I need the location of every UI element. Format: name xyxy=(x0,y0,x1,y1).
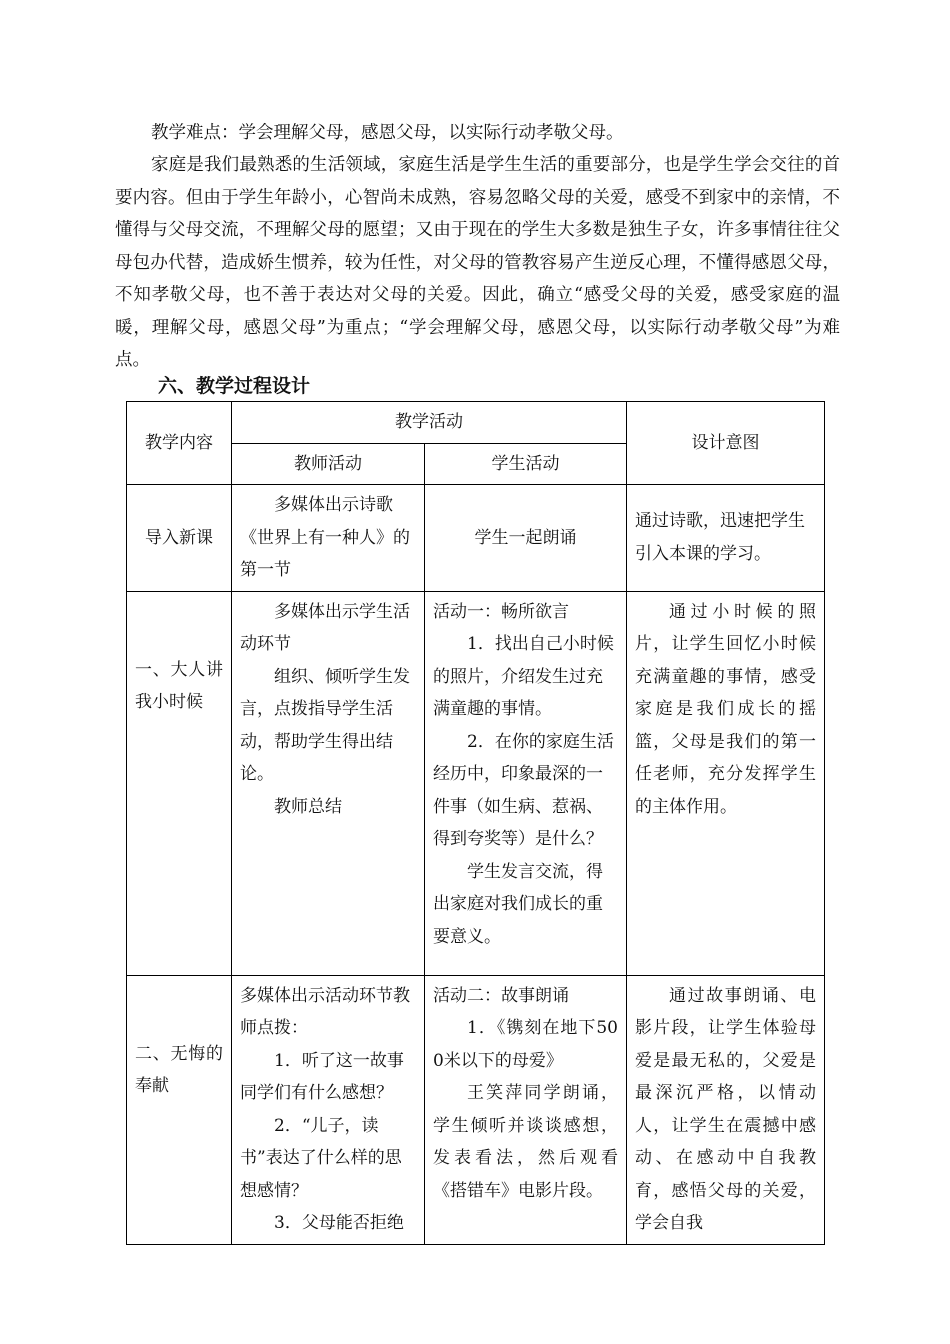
header-student: 学生活动 xyxy=(425,443,627,485)
row-teacher-cell xyxy=(232,975,425,1244)
intent-line: 通过小时候的照片，让学生回忆小时候充满童趣的事情，感受家庭是我们成长的摇篮，父母是我们的第一任老师，充分发挥学生的主体作用。 xyxy=(635,601,816,817)
intent-line: 通过诗歌，迅速把学生引入本课的学习。 xyxy=(635,511,805,564)
table-row-devotion xyxy=(127,975,825,1244)
row-intent-cell xyxy=(627,591,825,975)
row-teacher-cell xyxy=(232,485,425,592)
table-row-intro xyxy=(127,485,825,592)
row-content-cell: 一、大人讲我小时候 xyxy=(127,591,232,975)
teacher-line: 3．父母能否拒绝 xyxy=(274,1213,404,1233)
header-activities: 教学活动 xyxy=(232,402,627,444)
teacher-line: 2．“儿子，读书”表达了什么样的思想感情？ xyxy=(240,1115,402,1201)
teacher-line: 组织、倾听学生发言，点拨指导学生活动，帮助学生得出结论。 xyxy=(240,666,410,784)
teacher-line: 多媒体出示学生活动环节 xyxy=(240,601,410,654)
intent-line: 通过故事朗诵、电影片段，让学生体验母爱是最无私的，父爱是最深沉严格，以情动人，让学生在震撼中感动、在感动中自我教育，感悟父母的关爱，学会自我 xyxy=(635,985,816,1233)
row-intent-cell xyxy=(627,485,825,592)
analysis-paragraph: 家庭是我们最熟悉的生活领域，家庭生活是学生生活的重要部分，也是学生学会交往的首要内容。但由于学生年龄小，心智尚未成熟，容易忽略父母的关爱，感受不到家中的亲情，不懂得与父母交流，不理解父母的愿望；又由于现在的学生大多数是独生子女，许多事情往往父母包办代替，造成娇生惯养，较为任性，对父母的管教容易产生逆反心理，不懂得感恩父母，不知孝敬父母，也不善于表达对父母的关爱。因此，确立“感受父母的关爱，感受家庭的温暖，理解父母，感恩父母”为重点；“学会理解父母，感恩父母，以实际行动孝敬父母”为难点。 xyxy=(115,155,840,370)
teaching-process-table xyxy=(126,401,825,1245)
row-student-cell xyxy=(425,591,627,975)
row-content-cell: 导入新课 xyxy=(127,485,232,592)
header-teacher: 教师活动 xyxy=(232,443,425,485)
row-student-cell xyxy=(425,975,627,1244)
header-content: 教学内容 xyxy=(127,402,232,485)
student-line: 学生发言交流，得出家庭对我们成长的重要意义。 xyxy=(433,861,603,947)
teacher-line: 1．听了这一故事同学们有什么感想？ xyxy=(240,1050,404,1103)
teaching-difficulty-text: 教学难点：学会理解父母，感恩父母，以实际行动孝敬父母。 xyxy=(151,123,624,143)
student-line: 1．《镌刻在地下500米以下的母爱》 xyxy=(433,1018,618,1071)
student-line: 王笑萍同学朗诵，学生倾听并谈谈感想，发表看法，然后观看《搭错车》电影片段。 xyxy=(433,1083,618,1201)
student-line: 1．找出自己小时候的照片，介绍发生过充满童趣的事情。 xyxy=(433,634,614,719)
student-line: 学生一起朗诵 xyxy=(474,527,577,548)
row-intent-cell xyxy=(627,975,825,1244)
row-content-cell: 二、无悔的奉献 xyxy=(127,975,232,1244)
student-line: 活动一：畅所欲言 xyxy=(433,601,569,622)
teacher-line: 教师总结 xyxy=(274,796,342,817)
student-line: 活动二：故事朗诵 xyxy=(433,985,569,1006)
row-student-cell xyxy=(425,485,627,592)
row-teacher-cell xyxy=(232,591,425,975)
section-heading: 六、教学过程设计 xyxy=(158,375,311,397)
teacher-line: 多媒体出示活动环节教师点拨： xyxy=(240,985,410,1038)
teacher-line: 多媒体出示诗歌《世界上有一种人》的第一节 xyxy=(240,495,410,580)
header-intent: 设计意图 xyxy=(627,402,825,485)
table-row-childhood xyxy=(127,591,825,975)
student-line: 2．在你的家庭生活经历中，印象最深的一件事（如生病、惹祸、得到夸奖等）是什么？ xyxy=(433,731,614,849)
